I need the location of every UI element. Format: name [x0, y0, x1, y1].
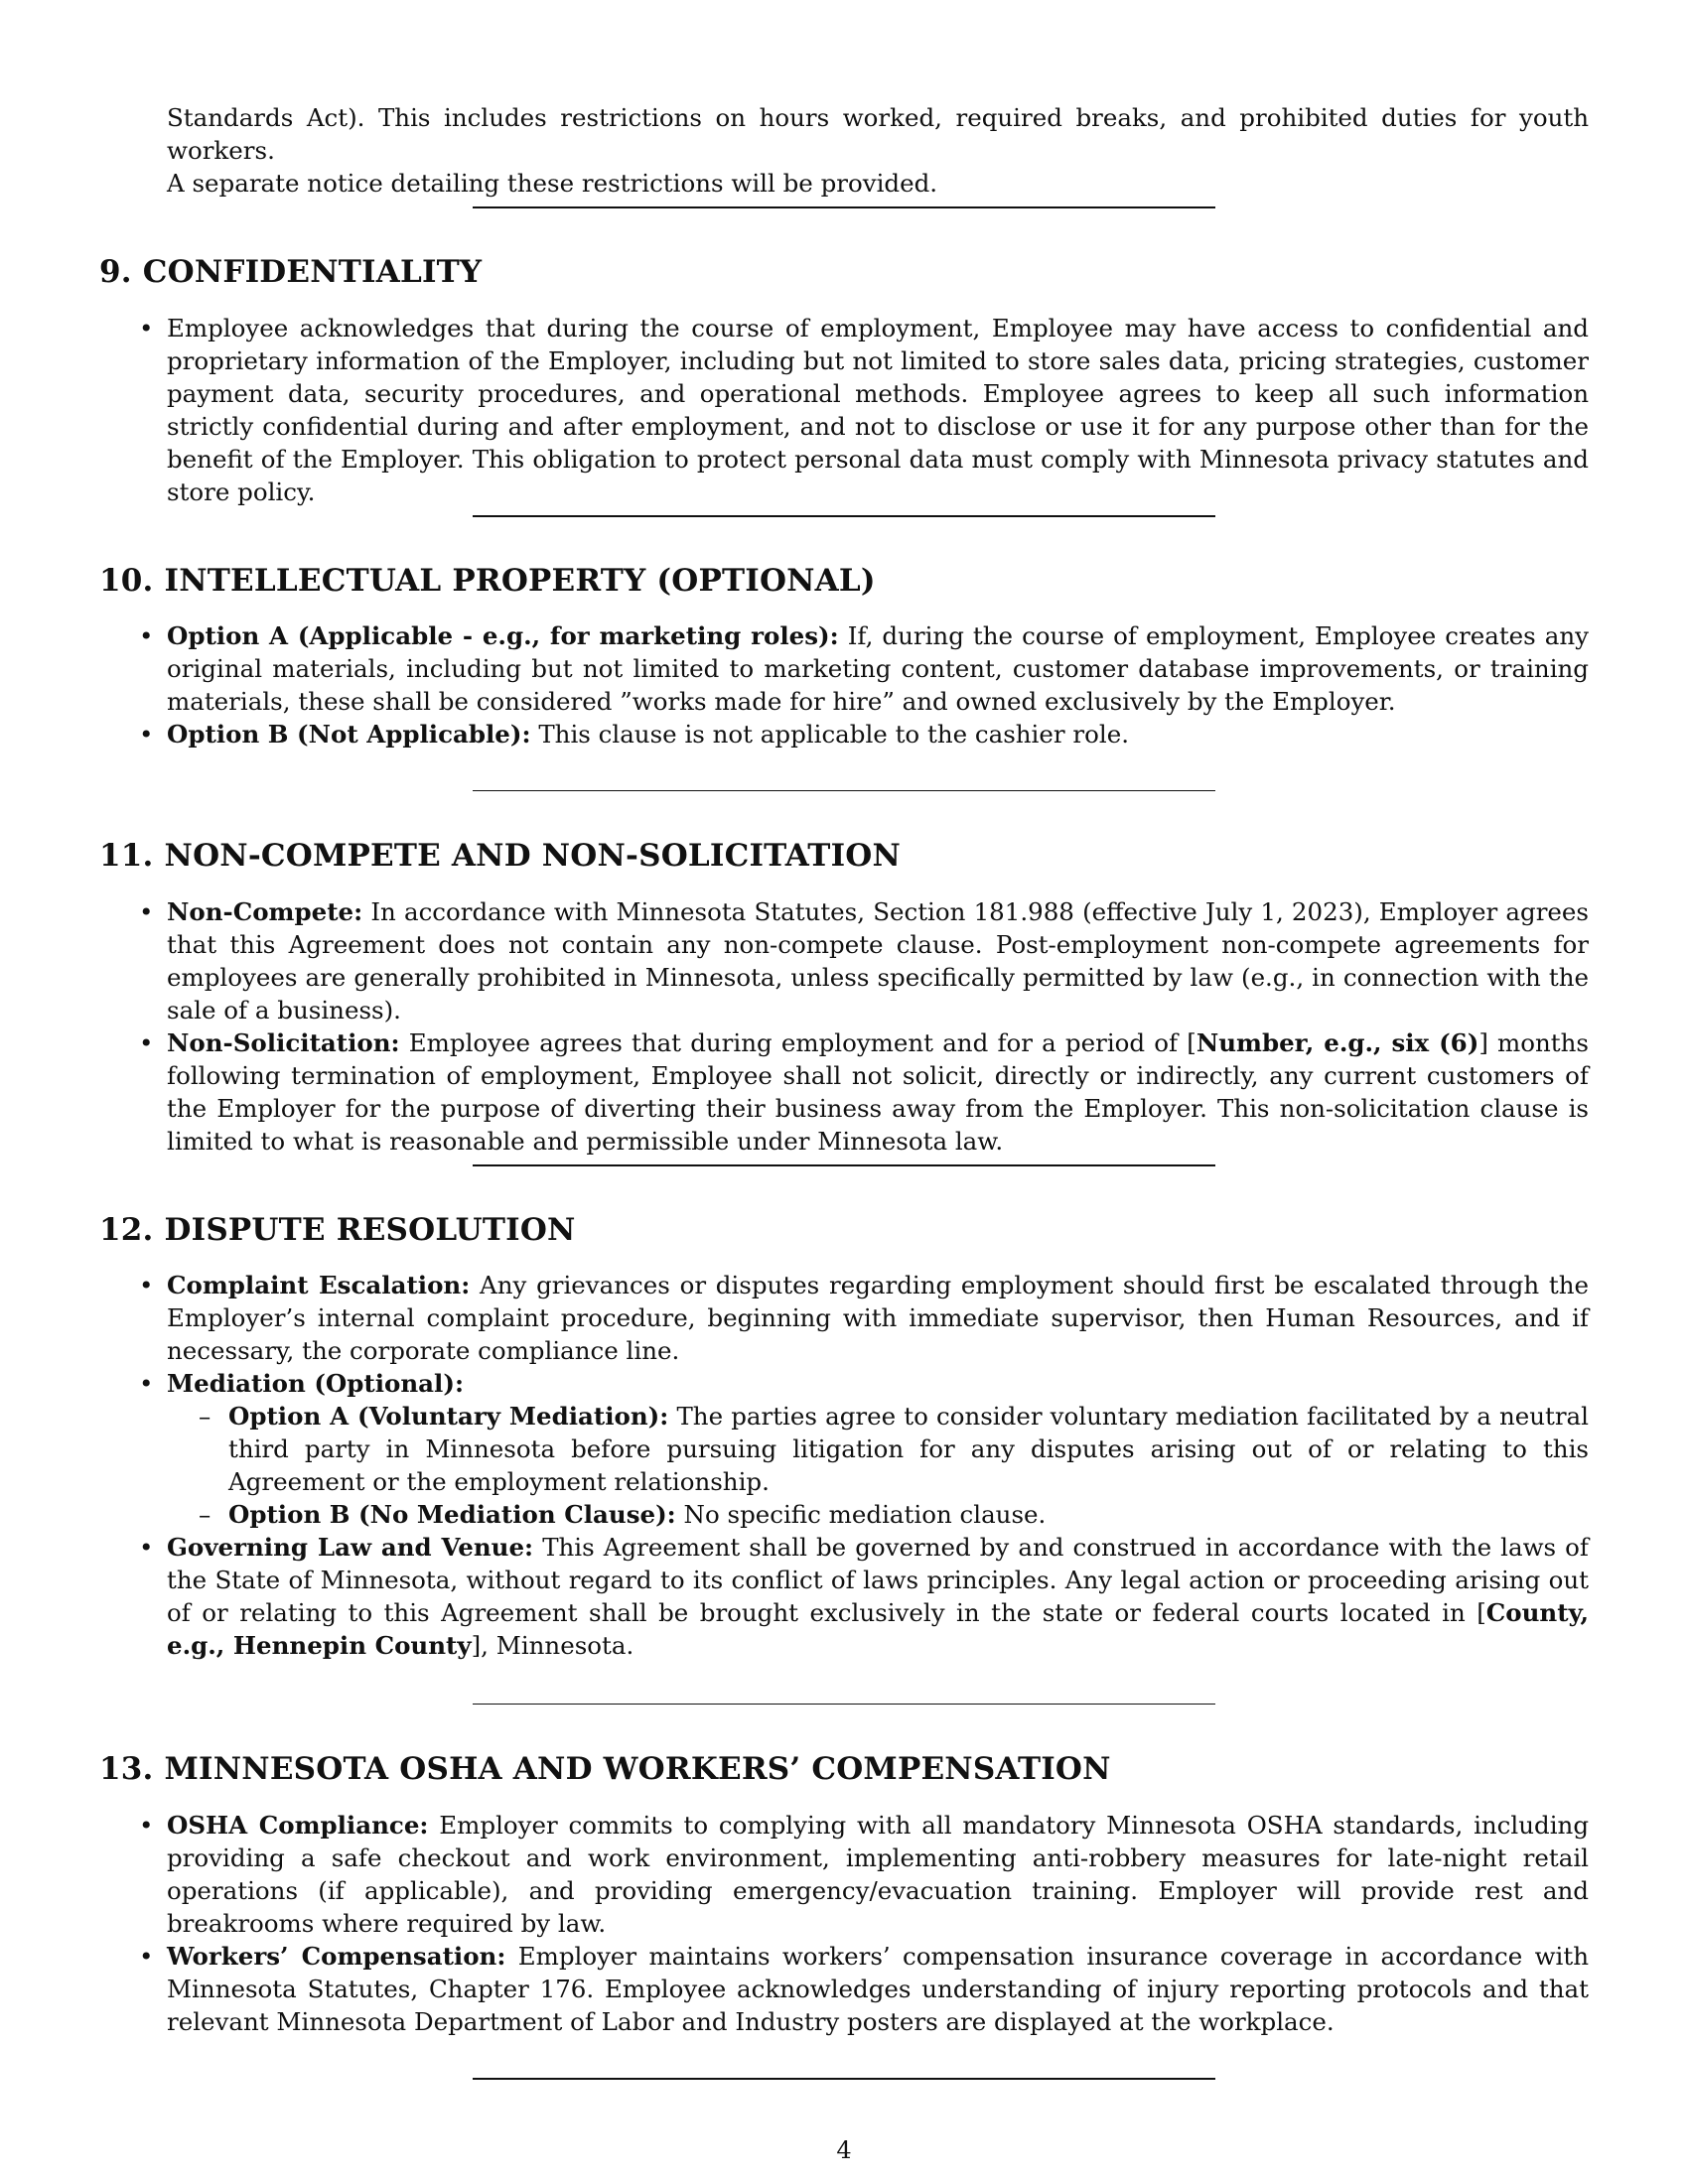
- confidentiality-list: [167, 312, 1589, 508]
- item-text: Employee agrees that during employment and for a period of [: [408, 1028, 1196, 1057]
- section-heading-intellectual-property: [99, 563, 876, 599]
- non-compete-list: [167, 895, 1589, 1158]
- item-text: Employer commits to complying with all mandatory Minnesota OSHA standards, including providing a safe checkout and work environment, implementing anti-robbery measures for late-night retail operations (if applicable), and providing emergency/evacuation training. Employer will provide rest and breakrooms where required by law.: [167, 1811, 1590, 1938]
- item-text: This clause is not applicable to the cashier role.: [538, 720, 1129, 749]
- mediation-options: [167, 1400, 1589, 1531]
- placeholder-field: Number, e.g., six (6): [1196, 1028, 1479, 1057]
- item-text: If, during the course of employment, Employee creates any original materials, including but not limited to marketing content, customer database improvements, or training materials, these shall be considered ”works made for hire” and owned exclusively by the Employer.: [167, 621, 1589, 716]
- placeholder-field: County, e.g., Hennepin County: [167, 1598, 1589, 1660]
- list-item: [167, 1531, 1589, 1662]
- item-text: No specific mediation clause.: [683, 1500, 1047, 1529]
- item-label: Governing Law and Venue:: [167, 1533, 534, 1562]
- osha-list: [167, 1809, 1589, 2038]
- section-divider: [473, 1704, 1215, 1705]
- item-label: Option B (Not Applicable):: [167, 720, 531, 749]
- section-divider: [473, 515, 1215, 517]
- section-divider: [473, 2078, 1215, 2080]
- item-label: Non-Solicitation:: [167, 1028, 400, 1057]
- list-item: [167, 312, 1589, 508]
- section-heading-dispute-resolution: [99, 1212, 576, 1248]
- section-title: CONFIDENTIALITY: [142, 254, 483, 290]
- item-label: Mediation (Optional):: [167, 1369, 464, 1398]
- item-text: The parties agree to consider voluntary mediation facilitated by a neutral third party in Minnesota before pursuing litigation for any disputes arising out of or relating to this Agreement or the employment relationship.: [228, 1402, 1589, 1496]
- section-heading-confidentiality: [99, 254, 482, 290]
- section-title: NON-COMPETE AND NON-SOLICITATION: [164, 838, 902, 874]
- section-number: 9.: [99, 254, 132, 290]
- item-label: OSHA Compliance:: [167, 1811, 429, 1840]
- intro-paragraph: [167, 101, 1589, 200]
- list-item: [167, 1809, 1589, 1940]
- section-number: 12.: [99, 1212, 154, 1248]
- section-title: MINNESOTA OSHA AND WORKERS’ COMPENSATION: [164, 1751, 1111, 1787]
- list-item: [167, 1026, 1589, 1158]
- page-number: 4: [836, 2136, 852, 2164]
- item-text: Any grievances or disputes regarding employment should first be escalated through the Employer’s internal complaint procedure, beginning with immediate supervisor, then Human Resources, and if necessary, the corporate compliance line.: [167, 1271, 1589, 1365]
- dispute-resolution-list: [167, 1269, 1589, 1662]
- list-item: [167, 619, 1589, 718]
- intro-line: A separate notice detailing these restrictions will be provided.: [167, 169, 938, 198]
- sub-list-item: [228, 1400, 1589, 1498]
- section-divider: [473, 790, 1215, 791]
- section-heading-osha-workers-comp: [99, 1751, 1111, 1787]
- section-divider: [473, 1164, 1215, 1166]
- list-item: [167, 1269, 1589, 1367]
- section-number: 11.: [99, 838, 154, 874]
- item-label: Option B (No Mediation Clause):: [228, 1500, 676, 1529]
- item-label: Option A (Applicable - e.g., for marketing roles):: [167, 621, 839, 650]
- item-text: ], Minnesota.: [471, 1631, 634, 1660]
- item-text: ] months following termination of employment, Employee shall not solicit, directly or indirectly, any current customers of the Employer for the purpose of diverting their business away from the Employer. This non-solicitation clause is limited to what is reasonable and permissible under Minnesota law.: [167, 1028, 1590, 1156]
- item-label: Complaint Escalation:: [167, 1271, 471, 1299]
- list-item: [167, 895, 1589, 1026]
- section-title: INTELLECTUAL PROPERTY (OPTIONAL): [164, 563, 876, 599]
- list-item: [167, 1940, 1589, 2038]
- item-label: Option A (Voluntary Mediation):: [228, 1402, 669, 1431]
- item-label: Workers’ Compensation:: [167, 1942, 506, 1971]
- section-heading-non-compete: [99, 838, 901, 874]
- item-label: Non-Compete:: [167, 897, 363, 926]
- sub-list-item: [228, 1498, 1589, 1531]
- item-text: Employee acknowledges that during the course of employment, Employee may have access to confidential and proprietary information of the Employer, including but not limited to store sales data, pricing strategies, customer payment data, security procedures, and operational methods. Employee agrees to keep all such information strictly confidential during and after employment, and not to disclose or use it for any purpose other than for the benefit of the Employer. This obligation to protect personal data must comply with Minnesota privacy statutes and store policy.: [167, 314, 1589, 506]
- item-text: This Agreement shall be governed by and construed in accordance with the laws of the State of Minnesota, without regard to its conflict of laws principles. Any legal action or proceeding arising out of or relating to this Agreement shall be brought exclusively in the state or federal courts located in [: [167, 1533, 1590, 1627]
- section-divider: [473, 206, 1215, 208]
- intellectual-property-list: [167, 619, 1589, 751]
- item-text: In accordance with Minnesota Statutes, Section 181.988 (effective July 1, 2023), Employer agrees that this Agreement does not contain any non-compete clause. Post-employment non-compete agreements for employees are generally prohibited in Minnesota, unless specifically permitted by law (e.g., in connection with the sale of a business).: [167, 897, 1589, 1024]
- list-item: [167, 1367, 1589, 1531]
- list-item: [167, 718, 1589, 751]
- intro-line: Standards Act). This includes restrictions on hours worked, required breaks, and prohibited duties for youth workers.: [167, 103, 1589, 165]
- item-text: Employer maintains workers’ compensation insurance coverage in accordance with Minnesota Statutes, Chapter 176. Employee acknowledges understanding of injury reporting protocols and that relevant Minnesota Department of Labor and Industry posters are displayed at the workplace.: [167, 1942, 1589, 2036]
- section-number: 10.: [99, 563, 154, 599]
- section-number: 13.: [99, 1751, 154, 1787]
- section-title: DISPUTE RESOLUTION: [164, 1212, 576, 1248]
